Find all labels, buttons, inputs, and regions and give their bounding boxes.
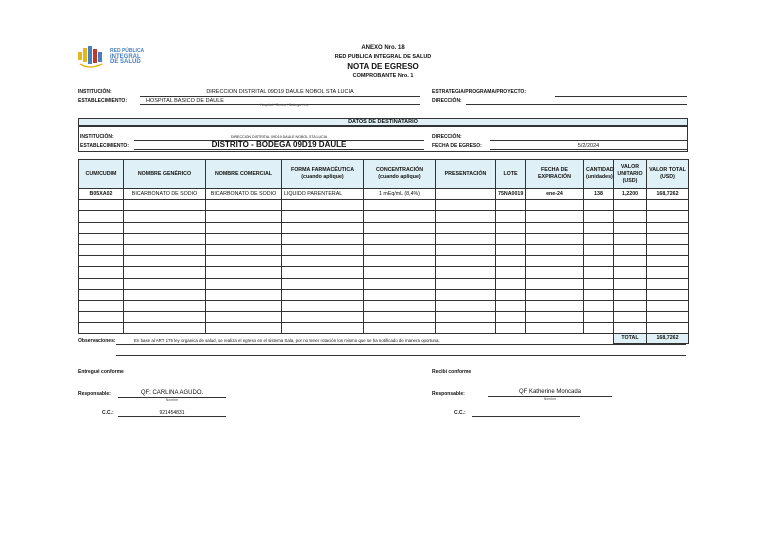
empty-cell [647, 222, 689, 233]
empty-cell [436, 233, 496, 244]
empty-cell [526, 256, 584, 267]
empty-cell [526, 278, 584, 289]
empty-cell [647, 300, 689, 311]
entrego-cc-label: C.C.: [102, 410, 114, 416]
dest-fecha-underline [490, 149, 687, 150]
empty-cell [364, 256, 436, 267]
empty-cell [124, 323, 206, 334]
empty-cell [647, 267, 689, 278]
empty-cell [79, 200, 124, 211]
dest-institucion-value: DIRECCION DISTRITAL 09D19 DAULE NOBOL STA LUCIA [230, 135, 328, 139]
empty-cell [614, 222, 647, 233]
empty-cell [79, 289, 124, 300]
empty-cell [584, 323, 614, 334]
empty-cell [206, 222, 282, 233]
dest-establecimiento-value: DISTRITO - BODEGA 09D19 DAULE [211, 140, 347, 149]
empty-cell [436, 256, 496, 267]
col-header-lot: LOTE [496, 160, 526, 189]
empty-cell [282, 278, 364, 289]
empty-cell [496, 211, 526, 222]
empty-cell [364, 278, 436, 289]
cell-presentation [436, 189, 496, 200]
logo [78, 44, 158, 70]
empty-cell [124, 211, 206, 222]
empty-cell [79, 278, 124, 289]
empty-cell [282, 222, 364, 233]
col-header-unit-value: VALOR UNITARIO (USD) [614, 160, 647, 189]
empty-cell [436, 312, 496, 323]
empty-cell [526, 244, 584, 255]
observaciones-text: En base al ART 175 ley organica de salud, se realiza el egreso en el sistema Sala, por no tener rotación los mismo que se ha notificado de manera oportuna. [134, 338, 440, 343]
empty-cell [614, 278, 647, 289]
empty-cell [124, 289, 206, 300]
empty-cell [496, 244, 526, 255]
cell-concentration: 1 mEq/mL (8,4%) [364, 189, 436, 200]
empty-cell [614, 211, 647, 222]
cell-total-value: 168,7262 [647, 189, 689, 200]
empty-cell [436, 278, 496, 289]
dest-direccion-label: DIRECCIÓN: [432, 134, 462, 140]
logo-line-3: DE SALUD [110, 59, 141, 65]
empty-cell [647, 200, 689, 211]
network-name: RED PUBLICA INTEGRAL DE SALUD [334, 54, 432, 60]
empty-cell [614, 323, 647, 334]
empty-cell [526, 289, 584, 300]
empty-cell [496, 323, 526, 334]
table-row [79, 323, 689, 334]
empty-cell [364, 289, 436, 300]
empty-cell [584, 222, 614, 233]
cell-pharma-form: LIQUIDO PARENTERAL [282, 189, 364, 200]
observaciones-underline-1 [116, 344, 686, 345]
empty-cell [124, 312, 206, 323]
empty-cell [436, 211, 496, 222]
col-header-cum: CUM/CUDIM [79, 160, 124, 189]
entrego-responsable-label: Responsable: [78, 391, 111, 397]
empty-cell [364, 244, 436, 255]
entrego-cc-underline [118, 416, 226, 417]
empty-cell [206, 244, 282, 255]
empty-cell [79, 233, 124, 244]
empty-cell [584, 256, 614, 267]
table-row [79, 256, 689, 267]
observaciones-label: Observaciones: [78, 338, 116, 344]
table-header-row [79, 160, 689, 189]
table-row [79, 278, 689, 289]
col-header-generic-name: NOMBRE GENÉRICO [124, 160, 206, 189]
empty-cell [526, 323, 584, 334]
empty-cell [282, 267, 364, 278]
empty-cell [124, 222, 206, 233]
empty-cell [282, 244, 364, 255]
empty-cell [614, 289, 647, 300]
empty-cell [647, 211, 689, 222]
table-row [79, 289, 689, 300]
col-header-total-value: VALOR TOTAL (USD) [647, 160, 689, 189]
empty-cell [436, 323, 496, 334]
col-header-commercial-name: NOMBRE COMERCIAL [206, 160, 282, 189]
empty-cell [647, 323, 689, 334]
empty-cell [79, 312, 124, 323]
empty-cell [584, 233, 614, 244]
empty-cell [614, 312, 647, 323]
products-table [78, 159, 689, 344]
empty-cell [206, 289, 282, 300]
empty-cell [364, 300, 436, 311]
direccion-underline [466, 104, 687, 105]
table-row [79, 200, 689, 211]
empty-cell [526, 267, 584, 278]
empty-cell [436, 300, 496, 311]
logo-line-1: RED PÚBLICA [110, 48, 145, 54]
empty-cell [526, 211, 584, 222]
empty-cell [647, 278, 689, 289]
col-header-pharma-form: FORMA FARMACÉUTICA (cuando aplique) [282, 160, 364, 189]
empty-cell [436, 289, 496, 300]
empty-cell [206, 200, 282, 211]
voucher-number: COMPROBANTE Nro. 1 [352, 73, 414, 79]
empty-cell [124, 244, 206, 255]
empty-cell [79, 300, 124, 311]
table-row [79, 189, 689, 200]
empty-cell [526, 300, 584, 311]
empty-cell [526, 312, 584, 323]
total-value: 168,7262 [647, 334, 689, 344]
empty-cell [79, 211, 124, 222]
entrego-cc-value: 921454831 [159, 410, 185, 416]
recibi-name: QF Katherine Moncada [518, 389, 582, 395]
cell-expiration: ene-24 [526, 189, 584, 200]
annex-number: ANEXO Nro. 18 [361, 45, 405, 51]
table-row [79, 222, 689, 233]
empty-cell [584, 312, 614, 323]
empty-cell [436, 222, 496, 233]
dest-institucion-label: INSTITUCIÓN: [80, 134, 114, 140]
institucion-label: INSTITUCIÓN: [78, 89, 112, 95]
empty-cell [206, 256, 282, 267]
dest-fecha-value: 5/2/2024 [577, 143, 600, 149]
entrego-name-sub: Nombre [165, 398, 179, 402]
empty-cell [282, 300, 364, 311]
empty-cell [496, 200, 526, 211]
destinatario-section-title: DATOS DE DESTINATARIO [78, 118, 688, 126]
observaciones-underline-2 [116, 355, 686, 356]
empty-cell [496, 312, 526, 323]
empty-cell [282, 256, 364, 267]
empty-cell [496, 267, 526, 278]
empty-cell [614, 300, 647, 311]
empty-cell [79, 323, 124, 334]
empty-cell [647, 289, 689, 300]
empty-cell [124, 300, 206, 311]
empty-cell [206, 300, 282, 311]
empty-cell [496, 256, 526, 267]
empty-cell [614, 200, 647, 211]
empty-cell [79, 267, 124, 278]
empty-cell [584, 300, 614, 311]
logo-mark-icon [78, 46, 106, 68]
empty-cell [364, 222, 436, 233]
table-row [79, 211, 689, 222]
dest-establecimiento-underline [134, 149, 424, 150]
recibi-label: Recibí conforme [432, 369, 472, 375]
empty-cell [79, 244, 124, 255]
establecimiento-label: ESTABLECIMIENTO: [78, 98, 127, 104]
col-header-quantity: CANTIDAD (unidades) [584, 160, 614, 189]
table-row [79, 267, 689, 278]
empty-cell [282, 233, 364, 244]
table-row [79, 312, 689, 323]
estrategia-underline [555, 96, 687, 97]
empty-cell [496, 278, 526, 289]
col-header-expiration: FECHA DE EXPIRACIÓN [526, 160, 584, 189]
empty-cell [282, 312, 364, 323]
empty-cell [647, 312, 689, 323]
cell-commercial-name: BICARBONATO DE SODIO [206, 189, 282, 200]
empty-cell [206, 323, 282, 334]
empty-cell [436, 200, 496, 211]
empty-cell [364, 312, 436, 323]
recibi-name-sub: Nombre [543, 397, 557, 401]
dest-establecimiento-label: ESTABLECIMIENTO: [80, 143, 129, 149]
empty-cell [614, 267, 647, 278]
empty-cell [584, 289, 614, 300]
empty-cell [79, 222, 124, 233]
empty-cell [614, 244, 647, 255]
empty-cell [436, 244, 496, 255]
empty-cell [124, 256, 206, 267]
empty-cell [206, 211, 282, 222]
empty-cell [124, 278, 206, 289]
empty-cell [282, 323, 364, 334]
empty-cell [436, 267, 496, 278]
empty-cell [364, 200, 436, 211]
recibi-cc-underline [472, 416, 580, 417]
empty-cell [526, 222, 584, 233]
table-row [79, 244, 689, 255]
empty-cell [124, 200, 206, 211]
institucion-value: DIRECCION DISTRITAL 09D19 DAULE NOBOL STA LUCIA [206, 89, 354, 95]
empty-cell [496, 222, 526, 233]
empty-cell [282, 200, 364, 211]
logo-line-2: INTEGRAL [110, 53, 141, 60]
cell-lot: 75NA0019 [496, 189, 526, 200]
empty-cell [364, 233, 436, 244]
empty-cell [206, 312, 282, 323]
empty-cell [79, 256, 124, 267]
empty-cell [364, 211, 436, 222]
empty-cell [526, 233, 584, 244]
estrategia-label: ESTRATEGIA/PROGRAMA/PROYECTO: [432, 89, 526, 95]
page-title: NOTA DE EGRESO [347, 62, 419, 71]
empty-cell [526, 200, 584, 211]
empty-cell [647, 233, 689, 244]
empty-cell [282, 211, 364, 222]
cell-cum: B05XA02 [79, 189, 124, 200]
establecimiento-value: HOSPITAL BASICO DE DAULE [146, 98, 224, 104]
empty-cell [584, 211, 614, 222]
table-row [79, 233, 689, 244]
empty-cell [364, 323, 436, 334]
empty-cell [496, 300, 526, 311]
cell-quantity: 138 [584, 189, 614, 200]
empty-cell [206, 233, 282, 244]
empty-cell [647, 244, 689, 255]
empty-cell [614, 233, 647, 244]
table-row [79, 300, 689, 311]
direccion-label: DIRECCIÓN: [432, 98, 462, 104]
empty-cell [282, 289, 364, 300]
entrego-name: QF: CARLINA AGUDO. [140, 390, 204, 396]
empty-cell [496, 233, 526, 244]
establecimiento-note: Hospital / Centro / Bodega / etc [260, 103, 309, 107]
dest-direccion-underline [490, 140, 687, 141]
dest-fecha-label: FECHA DE EGRESO: [432, 143, 482, 149]
empty-cell [206, 267, 282, 278]
col-header-presentation: PRESENTACIÓN [436, 160, 496, 189]
empty-cell [614, 256, 647, 267]
empty-cell [584, 278, 614, 289]
empty-cell [124, 233, 206, 244]
cell-generic-name: BICARBONATO DE SODIO [124, 189, 206, 200]
empty-cell [584, 244, 614, 255]
total-label: TOTAL [614, 334, 647, 344]
recibi-cc-label: C.C.: [454, 410, 466, 416]
empty-cell [124, 267, 206, 278]
empty-cell [206, 278, 282, 289]
institucion-underline [140, 96, 420, 97]
empty-cell [584, 267, 614, 278]
empty-cell [647, 256, 689, 267]
cell-unit-value: 1,2200 [614, 189, 647, 200]
empty-cell [584, 200, 614, 211]
recibi-responsable-label: Responsable: [432, 391, 465, 397]
entrego-label: Entregué conforme [78, 369, 124, 375]
empty-cell [364, 267, 436, 278]
empty-cell [496, 289, 526, 300]
col-header-concentration: CONCENTRACIÓN (cuando aplique) [364, 160, 436, 189]
